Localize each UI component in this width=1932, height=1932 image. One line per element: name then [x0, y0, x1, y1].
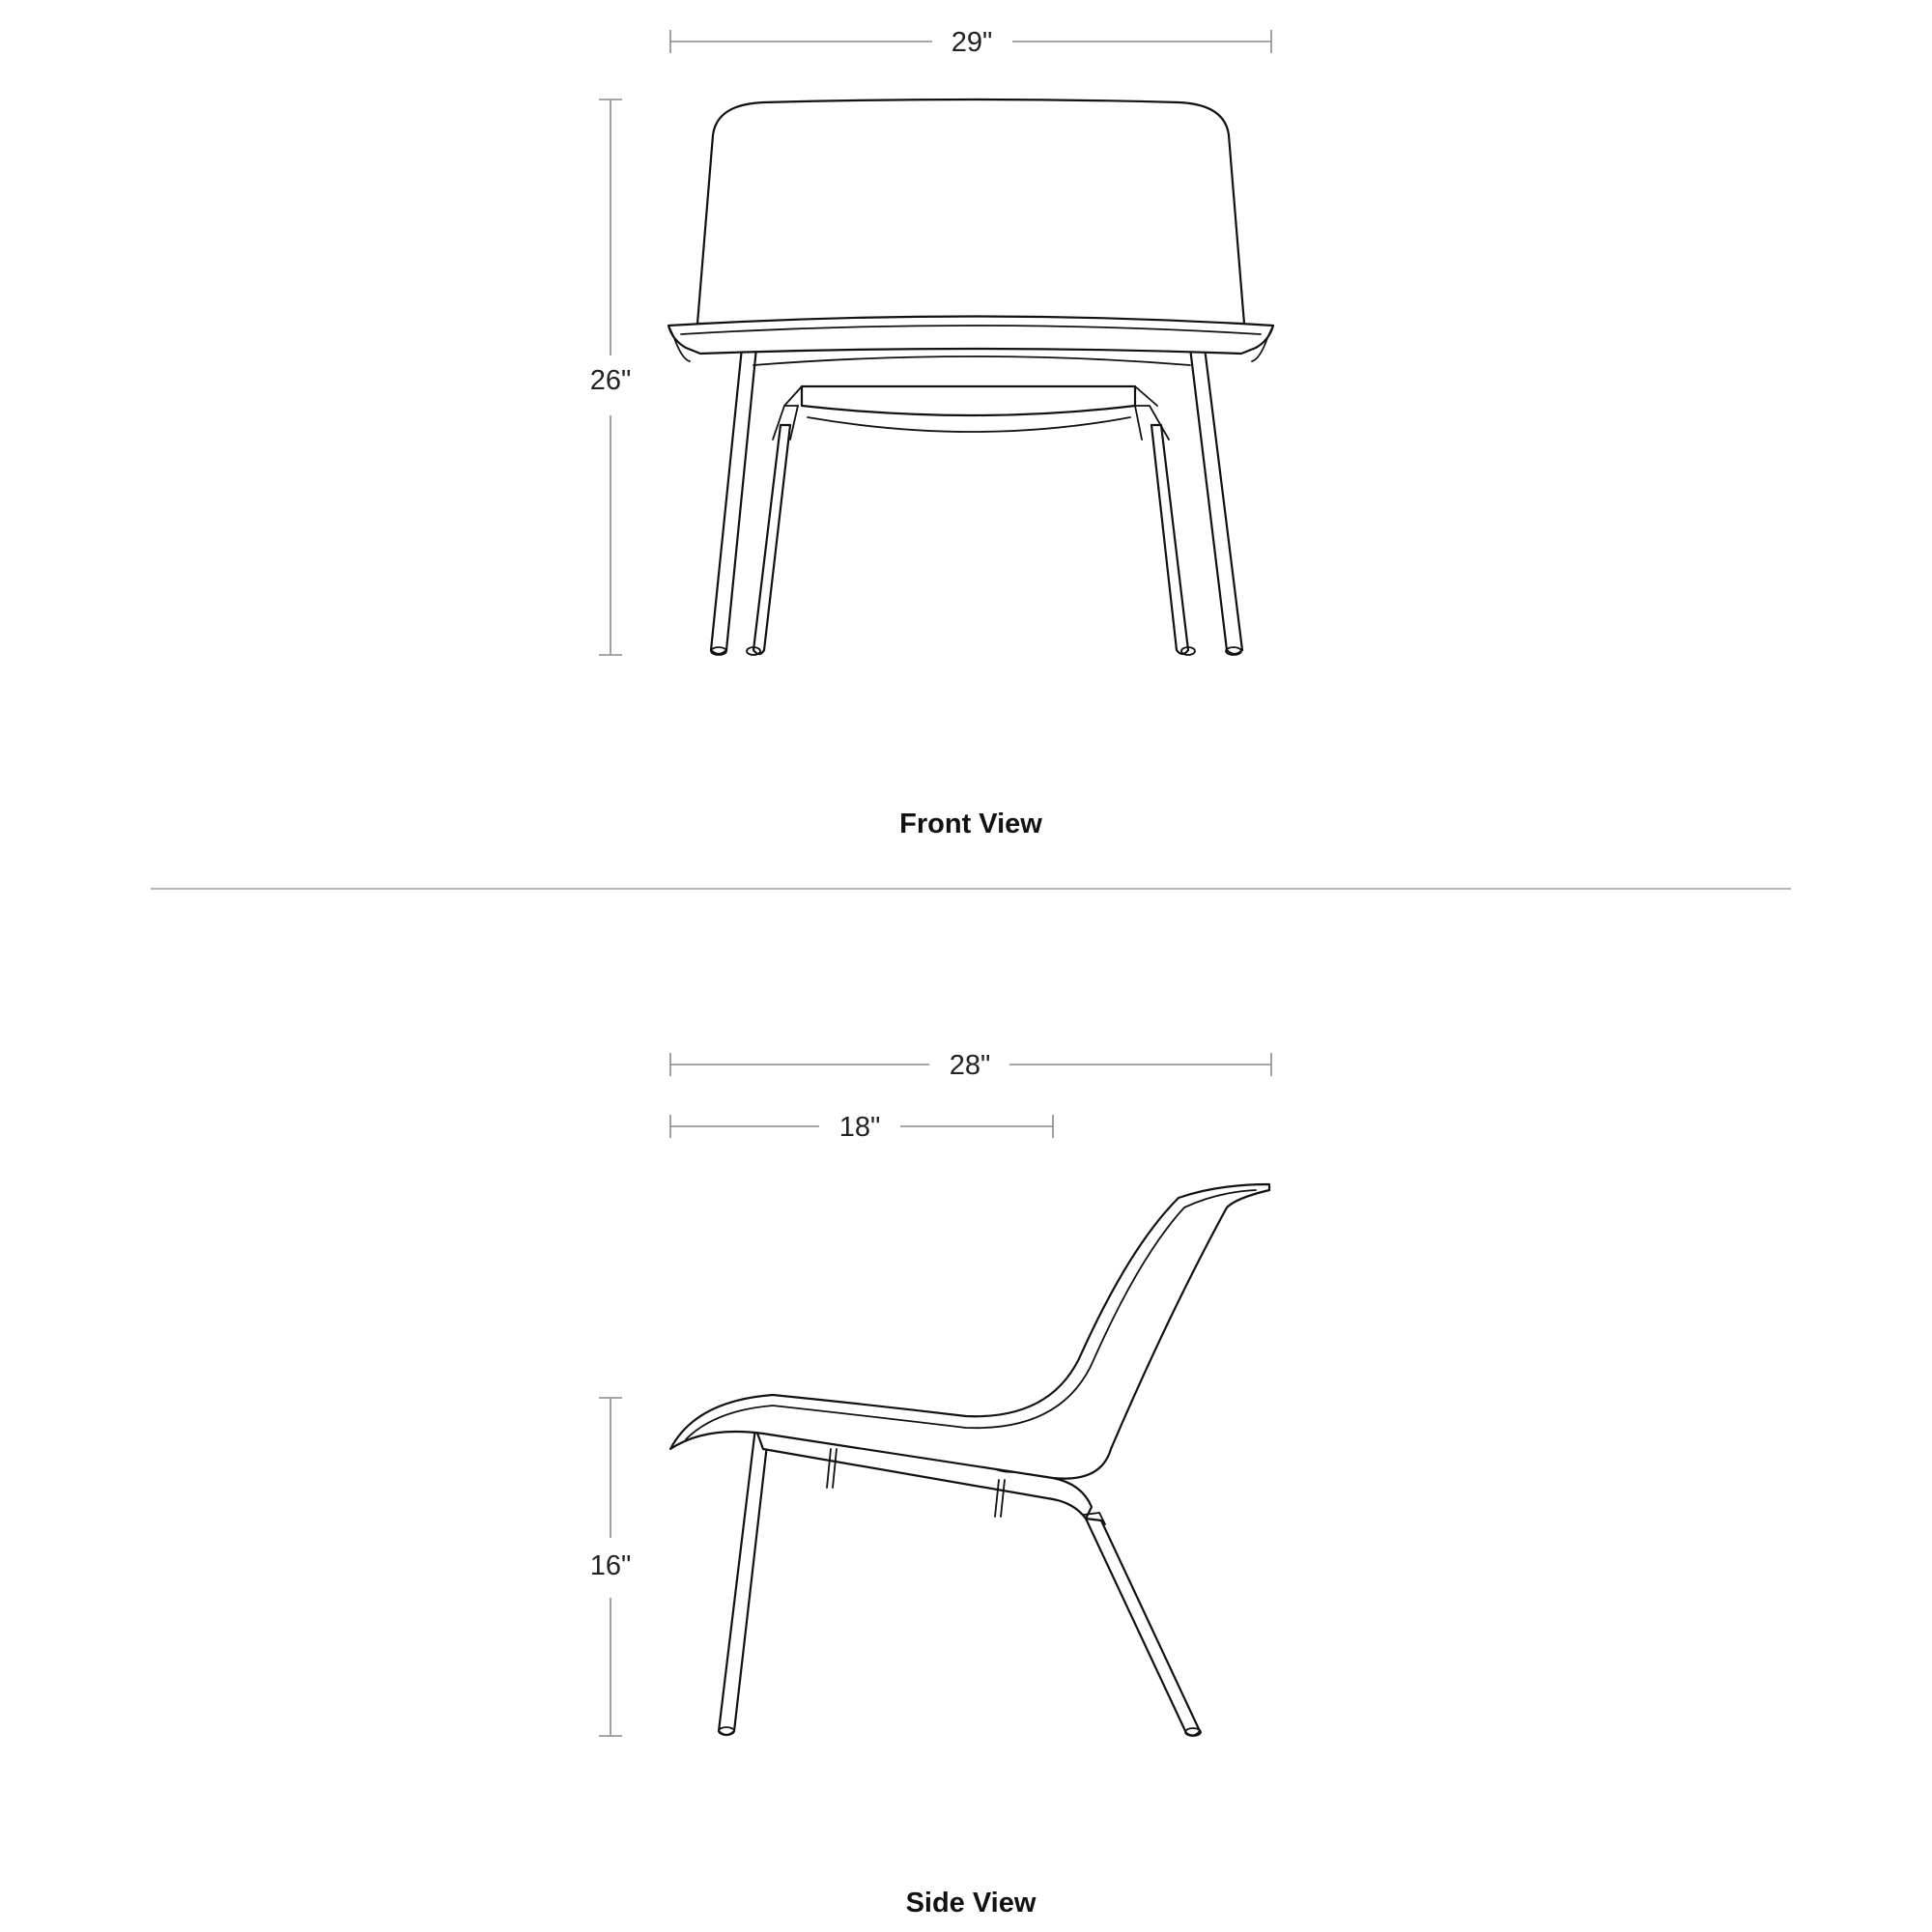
front-width-label: 29" — [951, 27, 993, 58]
side-depth-dimension — [670, 1050, 1271, 1081]
front-width-dimension — [670, 27, 1271, 58]
front-height-label: 26" — [589, 365, 632, 396]
front-chair-illustration — [668, 99, 1273, 655]
side-seat-depth-dimension — [670, 1112, 1053, 1143]
side-height-dimension — [590, 1398, 632, 1736]
side-view-caption: Side View — [905, 1888, 1037, 1918]
front-view — [590, 27, 1273, 839]
side-view — [590, 1050, 1271, 1918]
side-height-label: 16" — [589, 1550, 632, 1581]
side-chair-illustration — [670, 1184, 1269, 1736]
front-view-caption: Front View — [899, 809, 1042, 839]
side-depth-label: 28" — [949, 1050, 991, 1081]
side-seat-depth-label: 18" — [838, 1112, 881, 1143]
front-height-dimension — [590, 99, 632, 655]
